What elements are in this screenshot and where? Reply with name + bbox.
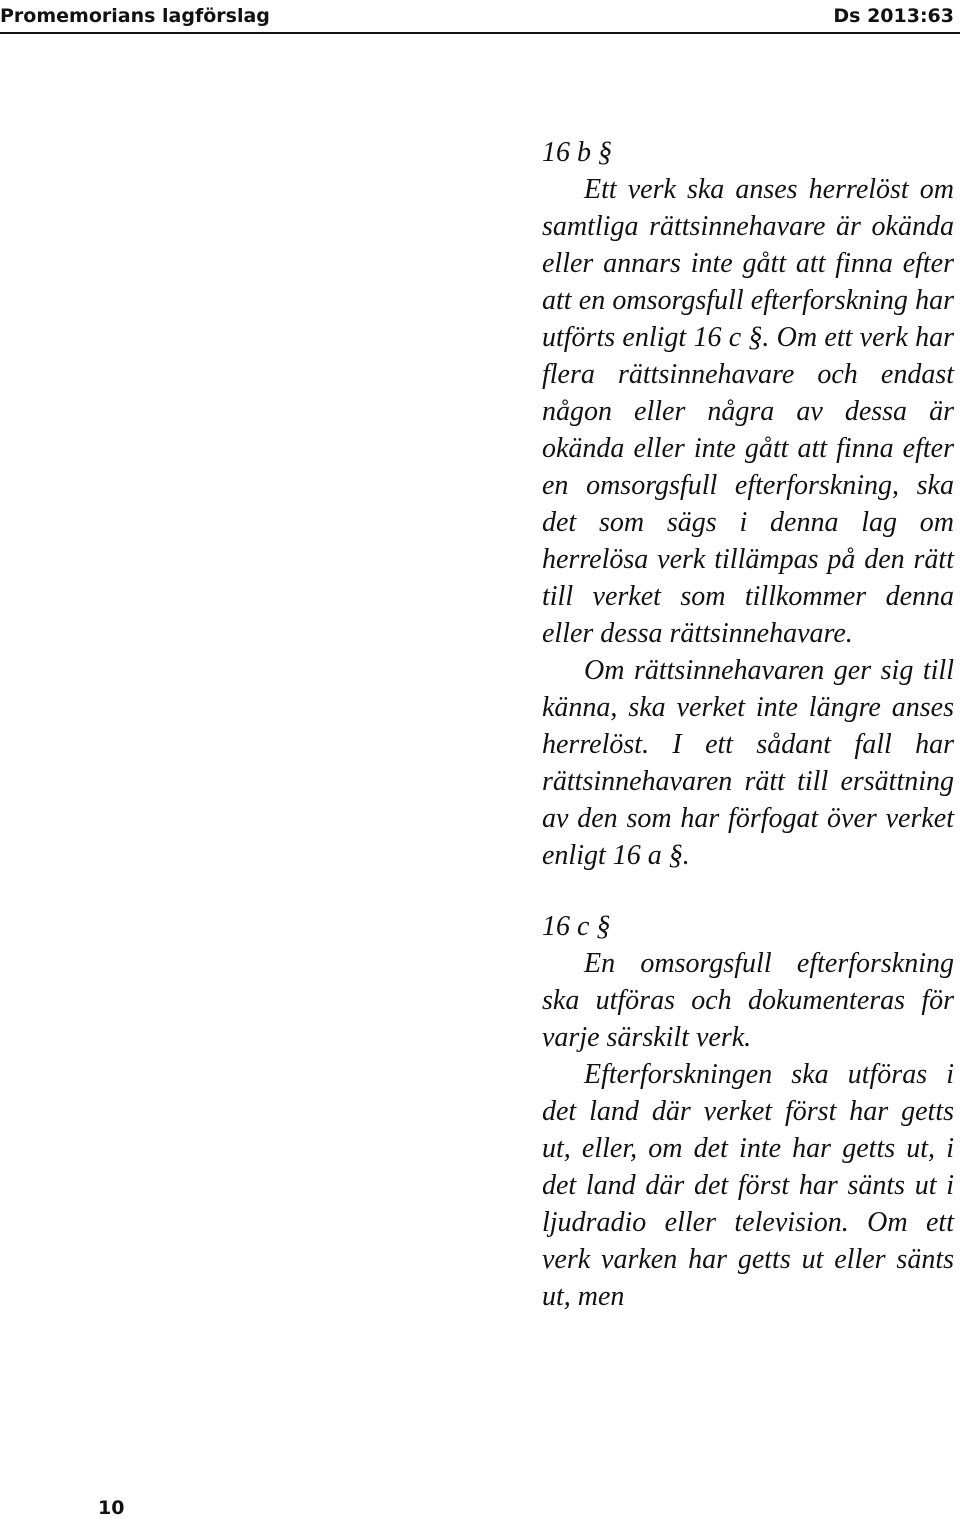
section-paragraph: Efterforskningen ska utföras i det land där verket först har getts ut, eller, om det inte har getts ut, i det land där det först har sänts ut i ljudradio eller television. Om ett verk varken har getts ut eller sänts ut, men bbox=[542, 1059, 954, 1312]
section-heading: 16 c § bbox=[542, 911, 611, 942]
section-paragraph: Ett verk ska anses herrelöst om samtliga rättsinnehavare är okända eller annars inte gått att finna efter att en omsorgsfull efterforskning har utförts enligt 16 c §. Om ett verk har flera rättsinnehavare och endast någon eller några av dessa är okända eller inte gått att finna efter en omsorgsfull efterforskning, ska det som sägs i denna lag om herrelösa verk tillämpas på den rätt till verket som tillkommer denna eller dessa rättsinnehavare. bbox=[542, 174, 954, 649]
section-spacer bbox=[542, 874, 954, 908]
header-document-reference: Ds 2013:63 bbox=[833, 5, 954, 27]
law-text-column bbox=[542, 134, 954, 1315]
section-heading: 16 b § bbox=[542, 137, 612, 168]
page-number: 10 bbox=[98, 1497, 125, 1519]
section-16c bbox=[542, 908, 954, 1315]
section-16b bbox=[542, 134, 954, 874]
section-paragraph: Om rättsinnehavaren ger sig till känna, ska verket inte längre anses herrelöst. I ett sådant fall har rättsinnehavaren rätt till ersättning av den som har förfogat över verket enligt 16 a §. bbox=[542, 655, 954, 871]
header-rule bbox=[0, 32, 960, 34]
header-title: Promemorians lagförslag bbox=[0, 5, 270, 27]
running-header bbox=[0, 0, 960, 32]
section-paragraph: En omsorgsfull efterforskning ska utföras och dokumenteras för varje särskilt verk. bbox=[542, 948, 954, 1053]
